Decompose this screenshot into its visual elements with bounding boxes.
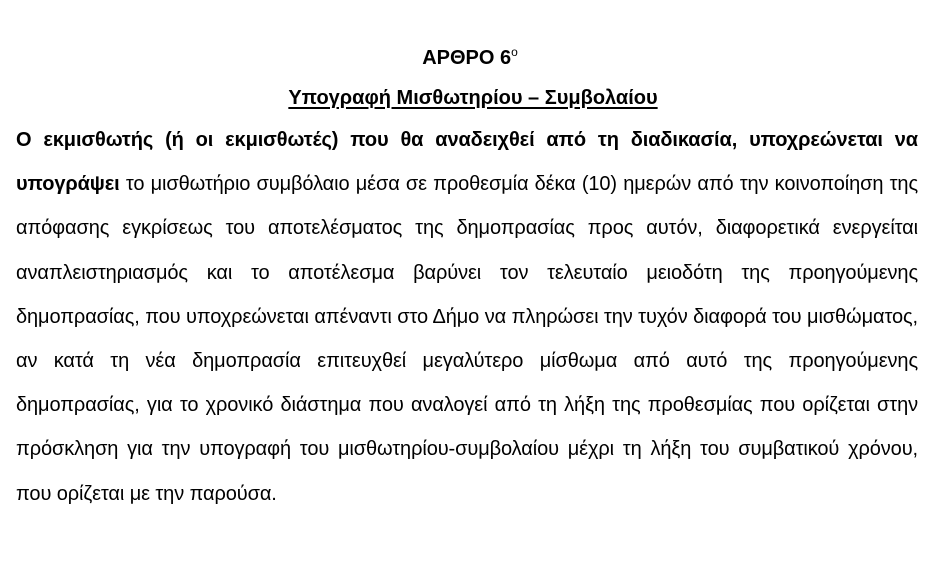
article-body [16, 118, 918, 516]
article-body-text: το μισθωτήριο συμβόλαιο μέσα σε προθεσμία δέκα (10) ημερών από την κοινοποίηση της απόφασης εγκρίσεως του αποτελέσματος της δημοπρασίας προς αυτόν, διαφορετικά ενεργείται αναπλειστηριασμός και το αποτέλεσμα βαρύνει τον τελευταίο μειοδότη της προηγούμενης δημοπρασίας, που υποχρεώνεται απέναντι στο Δήμο να πληρώσει την τυχόν διαφορά του μισθώματος, αν κατά τη νέα δημοπρασία επιτευχθεί μεγαλύτερο μίσθωμα από αυτό της προηγούμενης δημοπρασίας, για το χρονικό διάστημα που αναλογεί από τη λήξη της προθεσμίας που ορίζεται στην πρόσκληση για την υπογραφή του μισθωτηρίου-συμβολαίου μέχρι τη λήξη του συμβατικού χρόνου, που ορίζεται με την παρούσα. [16, 173, 918, 505]
article-body-bold: Ο εκμισθωτής (ή οι εκμισθωτές) που θα αναδειχθεί από τη διαδικασία, υποχρεώνεται να υπογράψει [16, 129, 918, 196]
article-title-text: ΑΡΘΡΟ 6 [422, 47, 512, 69]
article-title [16, 32, 918, 78]
article-subtitle: Υπογραφή Μισθωτηρίου – Συμβολαίου [288, 87, 658, 109]
document-page [16, 32, 918, 516]
article-title-ordinal: ο [511, 45, 518, 59]
